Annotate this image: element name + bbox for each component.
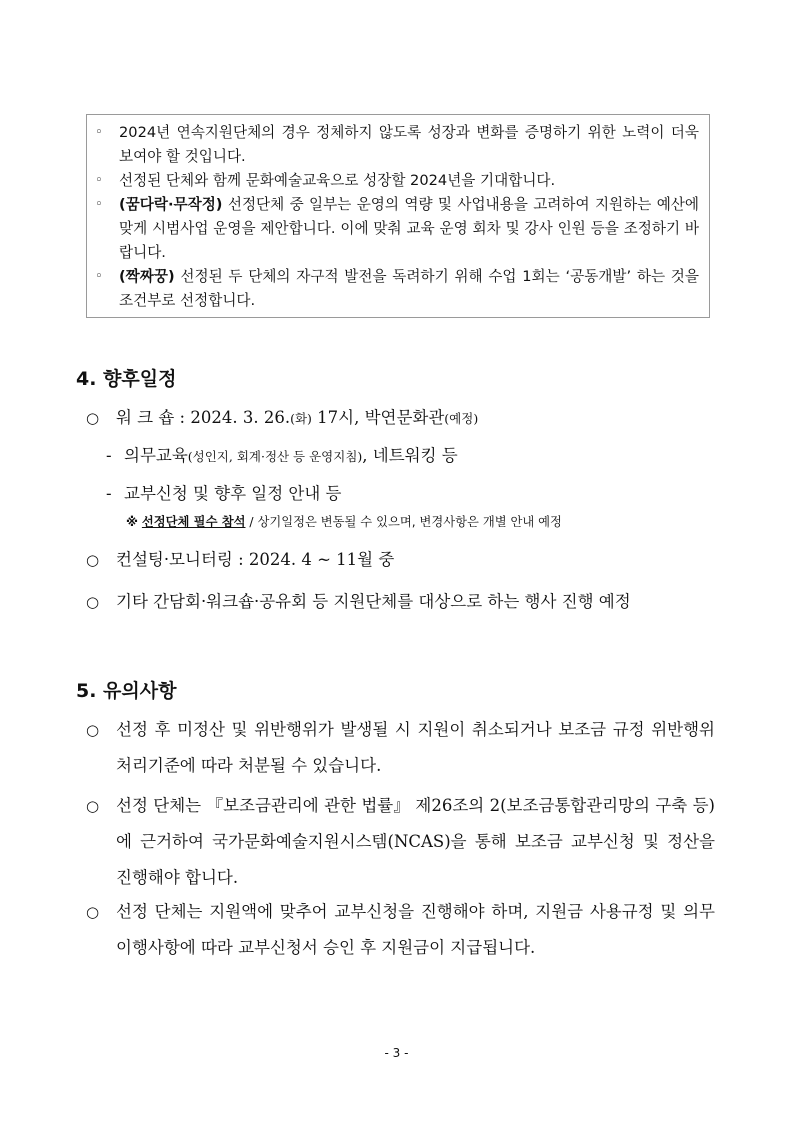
precaution-text: 선정 후 미정산 및 위반행위가 발생될 시 지원이 취소되거나 보조금 규정 위반행위 처리기준에 따라 처분될 수 있습니다. [116, 720, 715, 775]
precaution-item [86, 712, 715, 784]
other-events-text: 기타 간담회·워크숍·공유회 등 지원단체를 대상으로 하는 행사 진행 예정 [116, 592, 631, 611]
note-bullet: ◦ [95, 125, 103, 140]
other-events-item [86, 584, 715, 620]
sub-text: 교부신청 및 향후 일정 안내 등 [124, 484, 342, 503]
note-lead: (꿈다락·무작정) [119, 196, 223, 213]
sub-text [124, 438, 458, 475]
dash-bullet: - [106, 446, 112, 465]
note-text: 선정된 단체와 함께 문화예술교육으로 성장할 2024년을 기대합니다. [119, 172, 556, 189]
dash-bullet: - [106, 484, 112, 503]
notice-bold: 선정단체 필수 참석 [141, 515, 246, 529]
note-bullet: ◦ [95, 173, 103, 188]
workshop-venue: 17시, 박연문화관 [311, 408, 445, 427]
sub-text-detail: (성인지, 회계·정산 등 운영지침) [187, 449, 363, 464]
notice-rest: / 상기일정은 변동될 수 있으며, 변경사항은 개별 안내 예정 [245, 515, 562, 529]
circle-bullet: ○ [86, 797, 100, 815]
note-body: 선정단체 중 일부는 운영의 역량 및 사업내용을 고려하여 지원하는 예산에 맞게 시범사업 운영을 제안합니다. 이에 맞춰 교육 운영 회차 및 강사 인원 등을 조정하기 바랍니다. [119, 196, 699, 261]
workshop-sub-item [106, 438, 458, 475]
attendance-notice [126, 512, 562, 530]
precaution-text: 선정 단체는 『보조금관리에 관한 법률』 제26조의 2(보조금통합관리망의 구축 등)에 근거하여 국가문화예술지원시스템(NCAS)을 통해 보조금 교부신청 및 정산을 진행해야 합니다. [116, 796, 715, 887]
note-bullet: ◦ [95, 269, 103, 284]
evaluation-notes-box [86, 114, 710, 318]
note-lead: (짝짜꿍) [119, 268, 175, 285]
circle-bullet: ○ [86, 593, 100, 611]
circle-bullet: ○ [86, 903, 100, 921]
notice-mark: ※ [126, 515, 138, 529]
workshop-tag: (예정) [444, 411, 479, 426]
workshop-day: (화) [290, 411, 312, 426]
note-item [87, 265, 709, 313]
circle-bullet: ○ [86, 721, 100, 739]
precaution-item [86, 894, 715, 966]
precaution-item [86, 788, 715, 896]
section-title-precautions: 5. 유의사항 [76, 680, 177, 702]
note-text [119, 265, 699, 313]
note-text: 2024년 연속지원단체의 경우 정체하지 않도록 성장과 변화를 증명하기 위한 노력이 더욱 보여야 할 것입니다. [119, 124, 699, 165]
workshop-text [116, 400, 715, 437]
note-text [119, 193, 699, 265]
workshop-date: 워 크 숍 : 2024. 3. 26. [116, 408, 291, 427]
section-title-schedule: 4. 향후일정 [76, 368, 177, 390]
sub-text-pre: 의무교육 [124, 446, 188, 465]
precaution-text: 선정 단체는 지원액에 맞추어 교부신청을 진행해야 하며, 지원금 사용규정 및 의무 이행사항에 따라 교부신청서 승인 후 지원금이 지급됩니다. [116, 902, 715, 957]
sub-text-post: , 네트워킹 등 [362, 446, 458, 465]
note-item [87, 121, 709, 169]
workshop-item [86, 400, 715, 437]
page-number: - 3 - [384, 1046, 409, 1060]
consulting-text: 컨설팅·모니터링 : 2024. 4 ~ 11월 중 [116, 550, 395, 569]
circle-bullet: ○ [86, 551, 100, 569]
note-item [87, 193, 709, 265]
note-item [87, 169, 709, 193]
circle-bullet: ○ [86, 409, 100, 427]
workshop-sub-item [106, 476, 342, 512]
consulting-item [86, 542, 715, 578]
note-body: 선정된 두 단체의 자구적 발전을 독려하기 위해 수업 1회는 ‘공동개발’ 하는 것을 조건부로 선정합니다. [119, 268, 699, 309]
note-bullet: ◦ [95, 197, 103, 212]
